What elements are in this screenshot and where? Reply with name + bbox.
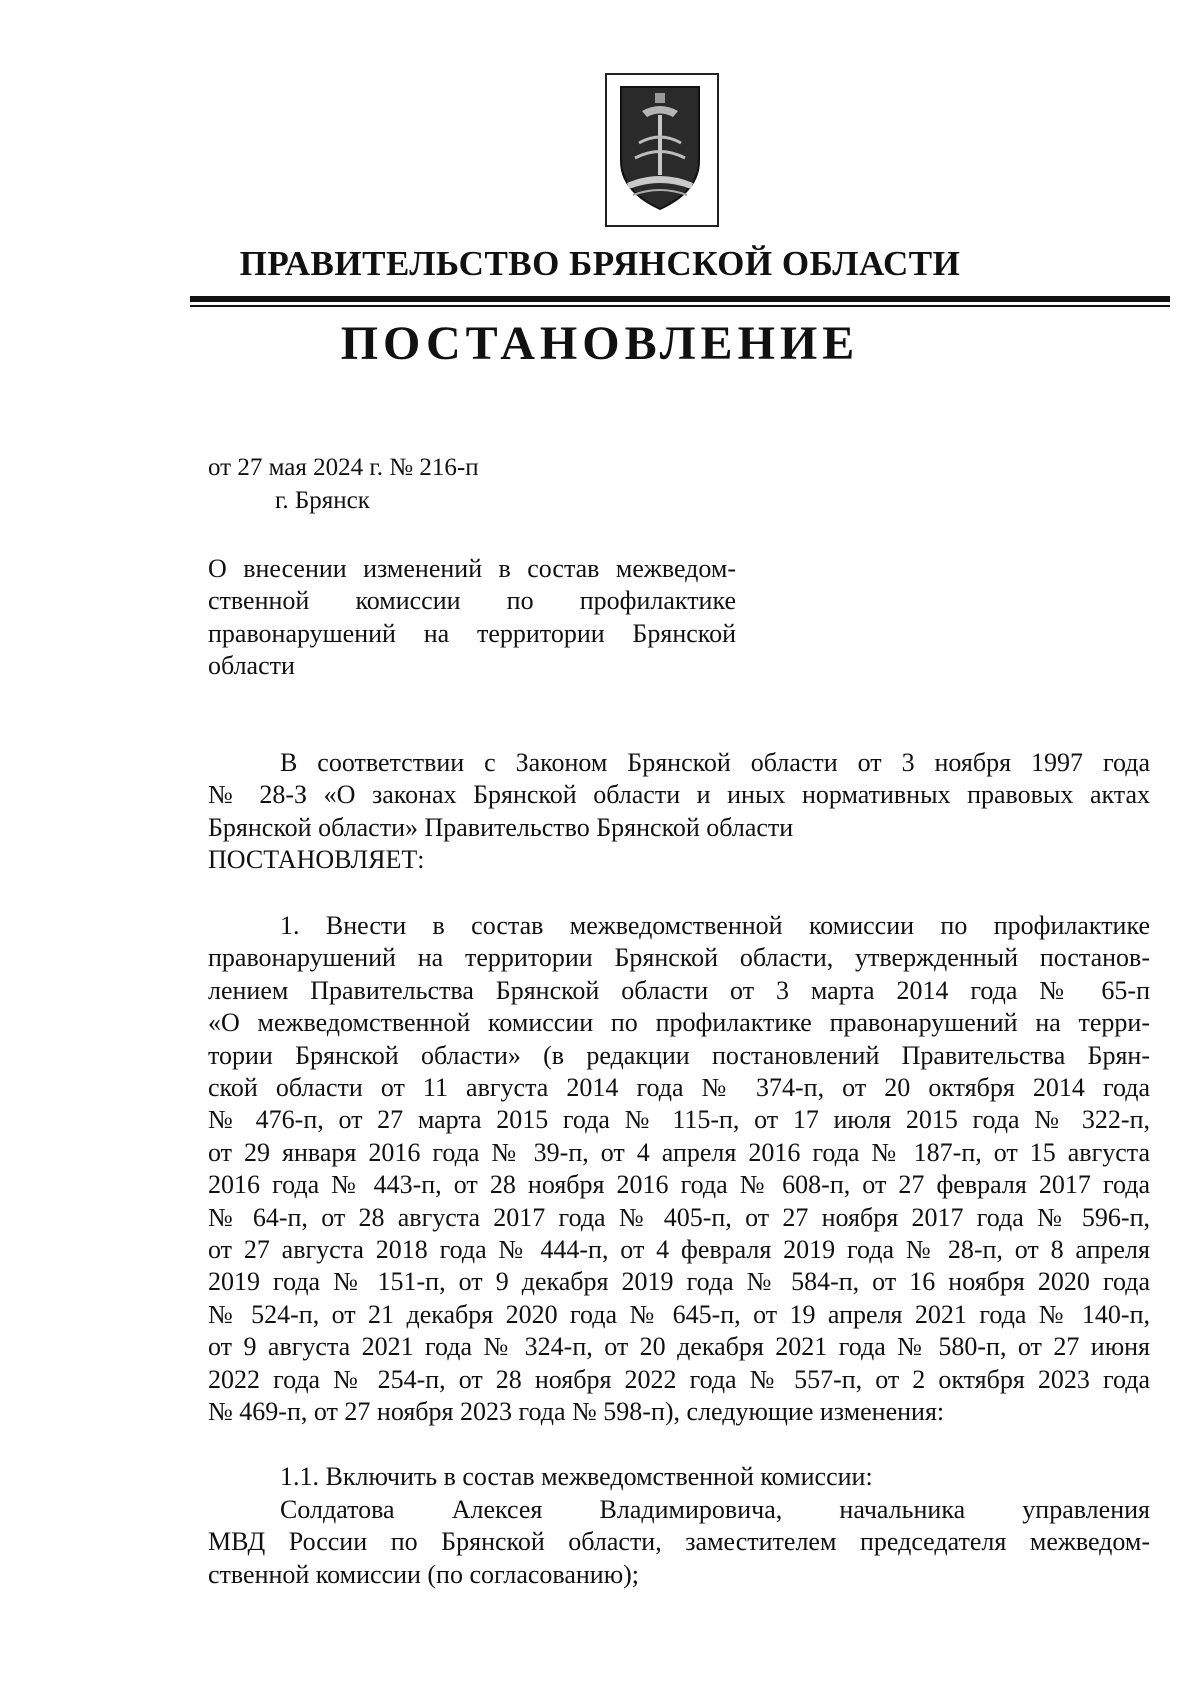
decree-word-text: ПОСТАНОВЛЯЕТ:	[208, 845, 425, 874]
paragraph-line: № 476-п, от 27 марта 2015 года № 115-п, от 17 июля 2015 года № 322-п,	[208, 1105, 1150, 1135]
paragraph-line: от 27 августа 2018 года № 444-п, от 4 февраля 2019 года № 28-п, от 8 апреля	[208, 1235, 1150, 1265]
paragraph-line: «О межведомственной комиссии по профилактике правонарушений на терри-	[208, 1008, 1150, 1038]
paragraph-line: 1.1. Включить в состав межведомственной комиссии:	[280, 1462, 873, 1491]
subject-line: ственной комиссии по профилактике	[208, 586, 736, 616]
government-title: ПРАВИТЕЛЬСТВО БРЯНСКОЙ ОБЛАСТИ	[239, 244, 961, 283]
header-rule-thin	[190, 305, 1170, 307]
paragraph-line: 2022 года № 254-п, от 28 ноября 2022 года № 557-п, от 2 октября 2023 года	[208, 1364, 1150, 1394]
decree-word	[208, 844, 1150, 876]
paragraph-line: тории Брянской области» (в редакции постановлений Правительства Брян-	[208, 1040, 1150, 1070]
paragraph-line: МВД России по Брянской области, заместителем председателя межведом-	[208, 1527, 1150, 1557]
subject-line: О внесении изменений в состав межведом-	[208, 554, 736, 583]
intro-paragraph	[208, 747, 1150, 844]
paragraph-line: 2019 года № 151-п, от 9 декабря 2019 года № 584-п, от 16 ноября 2020 года	[208, 1267, 1150, 1297]
paragraph-line: № 64-п, от 28 августа 2017 года № 405-п, от 27 ноября 2017 года № 596-п,	[208, 1202, 1150, 1232]
paragraph-line: 2016 года № 443-п, от 28 ноября 2016 года № 608-п, от 27 февраля 2017 года	[208, 1170, 1150, 1200]
item-1-1-paragraph	[208, 1461, 1150, 1493]
paragraph-line: ственной комиссии (по согласованию);	[208, 1559, 640, 1589]
city: г. Брянск	[275, 487, 370, 514]
person-paragraph	[208, 1494, 1150, 1591]
paragraph-line: от 9 августа 2021 года № 324-п, от 20 декабря 2021 года № 580-п, от 27 июня	[208, 1332, 1150, 1362]
paragraph-line: 1. Внести в состав межведомственной комиссии по профилактике	[280, 911, 1150, 940]
item-1-paragraph	[208, 910, 1150, 1429]
paragraph-line: от 29 января 2016 года № 39-п, от 4 апреля 2016 года № 187-п, от 15 августа	[208, 1137, 1150, 1167]
subject-line: правонарушений на территории Брянской	[208, 618, 736, 648]
subject-block	[208, 553, 736, 682]
paragraph-line: № 469-п, от 27 ноября 2023 года № 598-п), следующие изменения:	[208, 1397, 945, 1427]
date-number: от 27 мая 2024 г. № 216-п	[208, 454, 479, 481]
header-rule-thick	[190, 296, 1170, 302]
coat-of-arms-icon	[617, 83, 703, 213]
paragraph-line: № 28-З «О законах Брянской области и иных нормативных правовых актах	[208, 780, 1150, 810]
paragraph-line: лением Правительства Брянской области от 3 марта 2014 года № 65-п	[208, 975, 1150, 1005]
document-type-title: ПОСТАНОВЛЕНИЕ	[340, 317, 860, 370]
paragraph-line: ской области от 11 августа 2014 года № 374-п, от 20 октября 2014 года	[208, 1073, 1150, 1103]
subject-line: области	[208, 650, 295, 680]
paragraph-line: правонарушений на территории Брянской области, утвержденный постанов-	[208, 943, 1150, 973]
emblem-frame	[605, 73, 719, 227]
paragraph-line: В соответствии с Законом Брянской области от 3 ноября 1997 года	[280, 748, 1150, 777]
paragraph-line: Брянской области» Правительство Брянской области	[208, 812, 794, 842]
paragraph-line: № 524-п, от 21 декабря 2020 года № 645-п, от 19 апреля 2021 года № 140-п,	[208, 1299, 1150, 1329]
paragraph-line: Солдатова Алексея Владимировича, начальника управления	[280, 1495, 1150, 1524]
